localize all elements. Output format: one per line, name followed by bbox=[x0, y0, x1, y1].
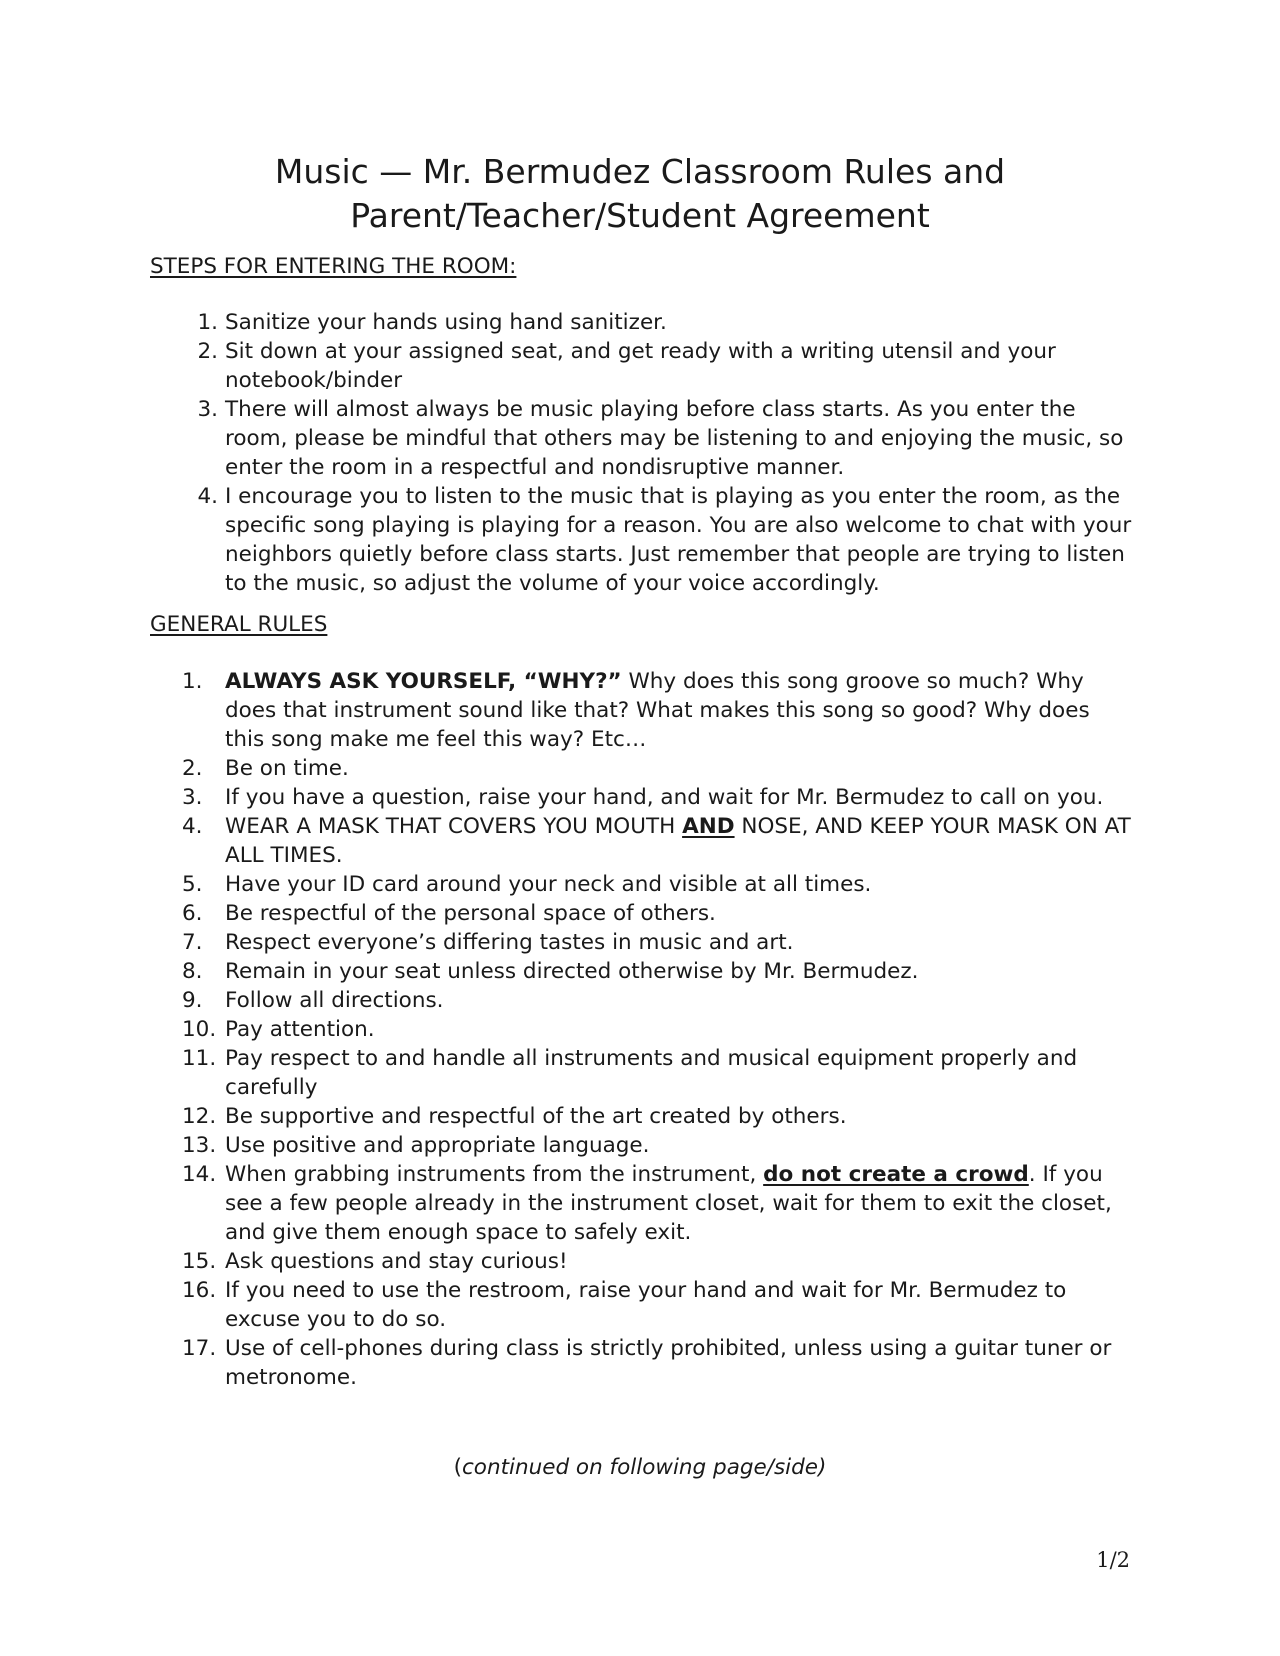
list-item bbox=[150, 1160, 1135, 1247]
list-text: Be respectful of the personal space of others. bbox=[225, 901, 716, 926]
list-text: I encourage you to listen to the music that is playing as you enter the room, as the specific song playing is playing for a reason. You are also welcome to chat with your neighbors quietly before class starts. Just remember that people are trying to listen to the music, so adjust the volume of your voice accordingly. bbox=[225, 484, 1132, 596]
list-text: Pay respect to and handle all instruments and musical equipment properly and carefully bbox=[225, 1046, 1078, 1100]
list-text: Have your ID card around your neck and visible at all times. bbox=[225, 872, 872, 897]
list-item bbox=[150, 1102, 1135, 1131]
list-text: If you need to use the restroom, raise your hand and wait for Mr. Bermudez to excuse you to do so. bbox=[225, 1278, 1067, 1332]
rule-emphasis: ALWAYS ASK YOURSELF, “WHY?” bbox=[225, 669, 622, 694]
list-item bbox=[150, 1276, 1135, 1334]
rule-emphasis: do not create a crowd bbox=[763, 1162, 1029, 1187]
list-text: When grabbing instruments from the instrument, bbox=[225, 1162, 764, 1187]
list-number: 4. bbox=[182, 814, 203, 839]
list-number: 2. bbox=[197, 339, 218, 364]
list-number: 17. bbox=[182, 1336, 217, 1361]
list-number: 1. bbox=[197, 310, 218, 335]
list-number: 5. bbox=[182, 872, 203, 897]
list-number: 9. bbox=[182, 988, 203, 1013]
list-number: 8. bbox=[182, 959, 203, 984]
list-text: Be on time. bbox=[225, 756, 349, 781]
list-item bbox=[150, 1015, 1135, 1044]
list-item bbox=[150, 308, 1135, 337]
list-number: 3. bbox=[197, 397, 218, 422]
list-number: 2. bbox=[182, 756, 203, 781]
steps-list bbox=[150, 308, 1135, 598]
list-number: 12. bbox=[182, 1104, 217, 1129]
list-item bbox=[150, 986, 1135, 1015]
list-text: WEAR A MASK THAT COVERS YOU MOUTH bbox=[225, 814, 683, 839]
list-number: 16. bbox=[182, 1278, 217, 1303]
list-number: 15. bbox=[182, 1249, 217, 1274]
list-text: Use of cell-phones during class is strictly prohibited, unless using a guitar tuner or metronome. bbox=[225, 1336, 1112, 1390]
list-text: Pay attention. bbox=[225, 1017, 375, 1042]
list-text: Ask questions and stay curious! bbox=[225, 1249, 568, 1274]
list-text: If you have a question, raise your hand, and wait for Mr. Bermudez to call on you. bbox=[225, 785, 1104, 810]
title-line-1: Music — Mr. Bermudez Classroom Rules and bbox=[274, 152, 1006, 191]
list-item bbox=[150, 1044, 1135, 1102]
list-number: 10. bbox=[182, 1017, 217, 1042]
list-item bbox=[150, 395, 1135, 482]
list-item bbox=[150, 337, 1135, 395]
list-item bbox=[150, 667, 1135, 754]
continued-text: continued on following page/side) bbox=[461, 1455, 827, 1480]
list-item bbox=[150, 1334, 1135, 1392]
list-number: 4. bbox=[197, 484, 218, 509]
list-item bbox=[150, 957, 1135, 986]
list-text: Sanitize your hands using hand sanitizer. bbox=[225, 310, 667, 335]
list-item bbox=[150, 1131, 1135, 1160]
list-text: Follow all directions. bbox=[225, 988, 444, 1013]
title-line-2: Parent/Teacher/Student Agreement bbox=[350, 196, 930, 235]
list-item bbox=[150, 899, 1135, 928]
list-number: 13. bbox=[182, 1133, 217, 1158]
list-text: Respect everyone’s differing tastes in music and art. bbox=[225, 930, 794, 955]
continued-note bbox=[150, 1455, 1130, 1480]
list-text: Use positive and appropriate language. bbox=[225, 1133, 650, 1158]
list-text: There will almost always be music playing before class starts. As you enter the room, please be mindful that others may be listening to and enjoying the music, so enter the room in a respectful and nondisruptive manner. bbox=[225, 397, 1124, 480]
list-item bbox=[150, 1247, 1135, 1276]
list-text: Be supportive and respectful of the art created by others. bbox=[225, 1104, 847, 1129]
general-rules-list bbox=[150, 667, 1135, 1392]
list-number: 11. bbox=[182, 1046, 217, 1071]
list-item bbox=[150, 928, 1135, 957]
list-item bbox=[150, 482, 1135, 598]
general-rules-heading: GENERAL RULES bbox=[150, 612, 328, 637]
list-number: 1. bbox=[182, 669, 203, 694]
list-text: Sit down at your assigned seat, and get ready with a writing utensil and your notebook/binder bbox=[225, 339, 1056, 393]
list-text: NOSE, AND KEEP YOUR MASK ON AT ALL TIMES. bbox=[225, 814, 1131, 868]
list-text: Remain in your seat unless directed otherwise by Mr. Bermudez. bbox=[225, 959, 919, 984]
steps-heading: STEPS FOR ENTERING THE ROOM: bbox=[150, 254, 517, 279]
list-text: . If you see a few people already in the instrument closet, wait for them to exit the closet, and give them enough space to safely exit. bbox=[225, 1162, 1112, 1245]
list-number: 14. bbox=[182, 1162, 217, 1187]
list-text: Why does this song groove so much? Why does that instrument sound like that? What makes this song so good? Why does this song make me feel this way? Etc… bbox=[225, 669, 1090, 752]
rule-emphasis: AND bbox=[682, 814, 735, 839]
continued-paren: ( bbox=[453, 1455, 462, 1480]
list-number: 7. bbox=[182, 930, 203, 955]
list-item bbox=[150, 870, 1135, 899]
list-item bbox=[150, 783, 1135, 812]
page-number: 1/2 bbox=[1096, 1548, 1130, 1572]
list-item bbox=[150, 812, 1135, 870]
list-item bbox=[150, 754, 1135, 783]
document-title bbox=[150, 150, 1130, 238]
list-number: 3. bbox=[182, 785, 203, 810]
list-number: 6. bbox=[182, 901, 203, 926]
